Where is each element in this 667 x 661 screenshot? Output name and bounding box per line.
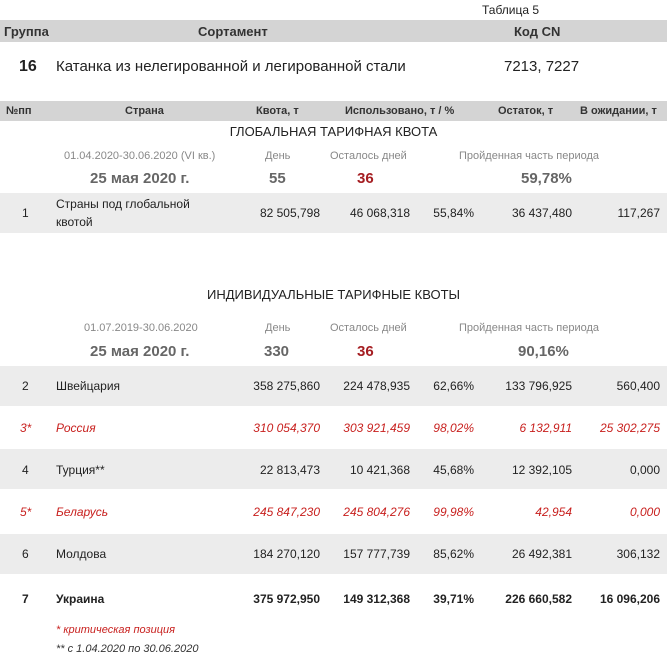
row-country: Молдова [56, 547, 107, 561]
row-quota: 82 505,798 [259, 206, 320, 220]
row-country: Швейцария [56, 379, 121, 393]
row-used: 10 421,368 [349, 463, 410, 477]
row-num: 6 [22, 547, 29, 561]
row-num: 2 [22, 379, 29, 393]
row-quota: 310 054,370 [253, 421, 320, 435]
individual-period: 01.07.2019-30.06.2020 [84, 322, 198, 334]
global-days-left: 36 [357, 170, 374, 187]
row-quota: 375 972,950 [253, 592, 320, 606]
row-used: 224 478,935 [343, 379, 410, 393]
row-pending: 117,267 [617, 206, 660, 220]
product-group: 16 [19, 58, 37, 75]
note-turkey: ** с 1.04.2020 по 30.06.2020 [56, 643, 199, 655]
row-used: 149 312,368 [343, 592, 410, 606]
row-pending: 306,132 [616, 547, 660, 561]
global-period: 01.04.2020-30.06.2020 (VI кв.) [64, 150, 216, 162]
row-pct: 85,62% [433, 547, 474, 561]
row-pending: 0,000 [629, 463, 660, 477]
row-country: Россия [56, 421, 96, 435]
row-pct: 62,66% [433, 379, 474, 393]
col-used: Использовано, т / % [345, 105, 455, 117]
row-pending: 0,000 [629, 505, 660, 519]
row-pct: 39,71% [433, 592, 474, 606]
row-pct: 45,68% [433, 463, 474, 477]
row-remaining: 36 437,480 [511, 206, 572, 220]
row-remaining: 6 132,911 [519, 421, 572, 435]
col-pending: В ожидании, т [580, 105, 657, 117]
global-day: 55 [269, 170, 286, 187]
row-pct: 99,98% [433, 505, 474, 519]
col-num: №пп [6, 105, 32, 117]
global-passed-label: Пройденная часть периода [459, 150, 600, 162]
row-num: 3* [20, 421, 32, 435]
global-day-label: День [265, 150, 291, 162]
individual-passed: 90,16% [518, 343, 569, 360]
col-remaining: Остаток, т [498, 105, 554, 117]
row-country: Страны под глобальной [56, 197, 190, 211]
row-remaining: 26 492,381 [511, 547, 572, 561]
global-passed: 59,78% [521, 170, 572, 187]
row-country: Украина [56, 592, 105, 606]
row-pending: 560,400 [616, 379, 660, 393]
row-remaining: 12 392,105 [511, 463, 572, 477]
individual-passed-label: Пройденная часть периода [459, 322, 600, 334]
row-country-cont: квотой [56, 215, 93, 229]
row-pct: 55,84% [433, 206, 474, 220]
row-pending: 25 302,275 [599, 421, 660, 435]
row-num: 1 [22, 206, 29, 220]
note-critical: * критическая позиция [56, 624, 176, 636]
row-num: 5* [20, 505, 32, 519]
row-quota: 245 847,230 [253, 505, 320, 519]
row-used: 157 777,739 [343, 547, 410, 561]
individual-day-label: День [265, 322, 291, 334]
row-pending: 16 096,206 [599, 592, 660, 606]
row-country: Турция** [56, 463, 105, 477]
header-code: Код CN [514, 24, 561, 39]
row-used: 303 921,459 [343, 421, 410, 435]
column-header-bar [0, 101, 667, 121]
row-used: 46 068,318 [349, 206, 410, 220]
row-quota: 22 813,473 [259, 463, 320, 477]
row-pct: 98,02% [433, 421, 474, 435]
row-remaining: 226 660,582 [505, 592, 572, 606]
row-country: Беларусь [56, 505, 109, 519]
row-quota: 184 270,120 [253, 547, 320, 561]
global-date: 25 мая 2020 г. [90, 170, 190, 187]
individual-section-title: ИНДИВИДУАЛЬНЫЕ ТАРИФНЫЕ КВОТЫ [206, 287, 461, 302]
table-caption: Таблица 5 [482, 3, 540, 17]
row-num: 7 [22, 592, 29, 606]
individual-days-left-label: Осталось дней [330, 322, 407, 334]
global-days-left-label: Осталось дней [330, 150, 407, 162]
col-quota: Квота, т [256, 105, 299, 117]
row-remaining: 42,954 [535, 505, 572, 519]
individual-day: 330 [264, 343, 290, 360]
product-code: 7213, 7227 [504, 58, 580, 75]
global-section-title: ГЛОБАЛЬНАЯ ТАРИФНАЯ КВОТА [229, 124, 438, 139]
product-name: Катанка из нелегированной и легированной стали [56, 58, 406, 75]
header-group: Группа [4, 24, 49, 39]
row-used: 245 804,276 [343, 505, 410, 519]
header-assortment: Сортамент [198, 24, 268, 39]
header-bar [0, 20, 667, 42]
individual-date: 25 мая 2020 г. [90, 343, 190, 360]
individual-days-left: 36 [357, 343, 374, 360]
row-remaining: 133 796,925 [505, 379, 572, 393]
row-num: 4 [22, 463, 29, 477]
col-country: Страна [125, 105, 164, 117]
row-quota: 358 275,860 [253, 379, 320, 393]
